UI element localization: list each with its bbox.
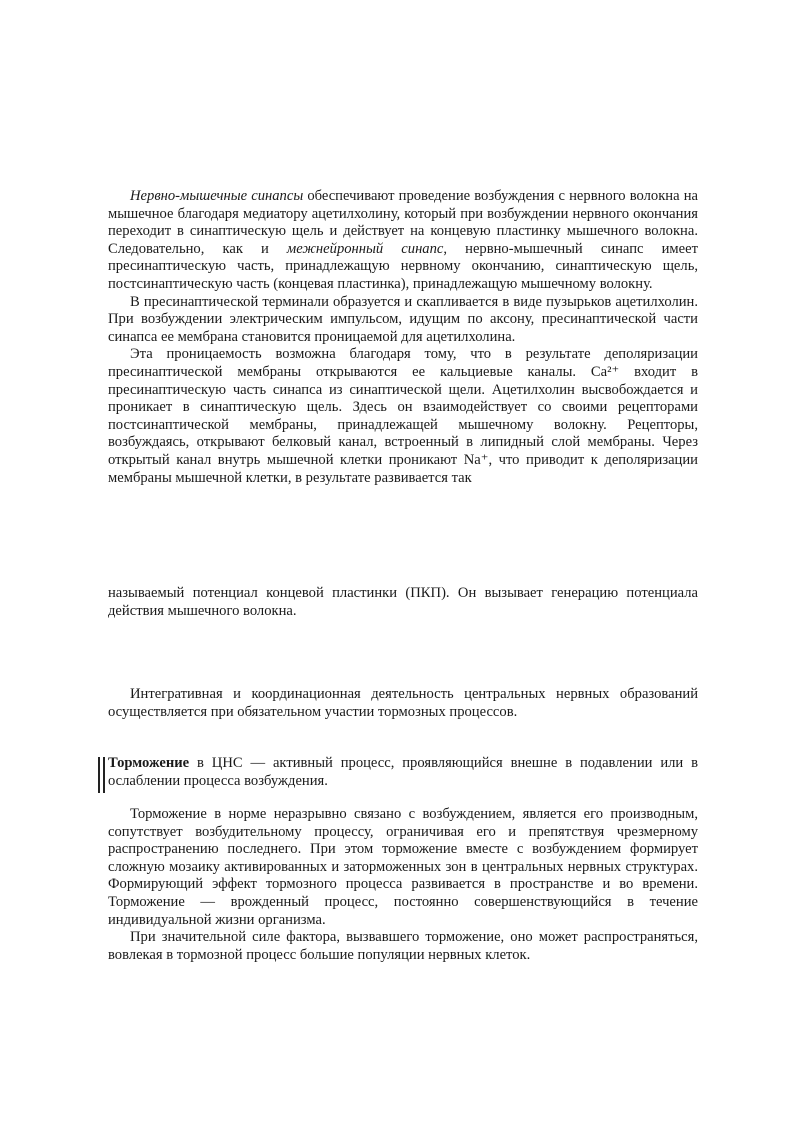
paragraph: В пресинаптической терминали образуется и скапливается в виде пузырьков ацетилхолин. При возбуждении электрическим импульсом, идущим по аксону, пресинаптической части синапса ее мембрана становится проницаемой для ацетилхолина. bbox=[108, 293, 698, 345]
margin-marker bbox=[98, 757, 100, 793]
integrative-intro bbox=[108, 686, 698, 721]
definition bbox=[108, 755, 698, 790]
term-inhibition: Торможение bbox=[108, 755, 190, 771]
margin-marker bbox=[103, 757, 105, 793]
paragraph: Интегративная и координационная деятельность центральных нервных образований осуществляется при обязательном участии тормозных процессов. bbox=[108, 686, 698, 720]
paragraph bbox=[108, 188, 698, 294]
text-span: , нервно-мышечный синапс имеет пресинаптическую часть, принадлежащую нервному окончанию, синаптическую щель, постсинаптическую часть (концевая пластинка), принадлежащую мышечному волокну. bbox=[108, 240, 698, 292]
inhibition-section bbox=[108, 806, 698, 964]
inhibition-definition bbox=[108, 755, 698, 790]
paragraph: При значительной силе фактора, вызвавшего торможение, оно может распространяться, вовлекая в тормозной процесс большие популяции нервных клеток. bbox=[108, 929, 698, 963]
paragraph: называемый потенциал концевой пластинки (ПКП). Он вызывает генерацию потенциала действия мышечного волокна. bbox=[108, 585, 698, 619]
term-interneuron-synapse: межнейронный синапс bbox=[286, 240, 444, 257]
term-neuromuscular-synapses: Нервно-мышечные синапсы bbox=[130, 188, 304, 204]
paragraph: Торможение в норме неразрывно связано с возбуждением, является его производным, сопутствует возбудительному процессу, ограничивая его и препятствуя чрезмерному распространению последнего. При этом торможение вместе с возбуждением формирует сложную мозаику активированных и заторможенных зон в центральных нервных структурах. Формирующий эффект тормозного процесса развивается в пространстве и во времени. Торможение — врожденный процесс, постоянно совершенствующийся в течение индивидуальной жизни организма. bbox=[108, 806, 698, 928]
synapse-continuation bbox=[108, 585, 698, 620]
text-span: в ЦНС — активный процесс, проявляющийся внешне в подавлении или в ослаблении процесса возбуждения. bbox=[108, 755, 698, 789]
text-span: обеспечивают проведение возбуждения с нервного волокна на мышечное благодаря медиатору ацетилхолину, который при возбуждении нервного окончания переходит в синаптическую щель и действует на концевую пластинку мышечного волокна. Следовательно, как и bbox=[108, 188, 698, 257]
synapse-section bbox=[108, 188, 698, 487]
paragraph: Эта проницаемость возможна благодаря тому, что в результате деполяризации пресинаптической мембраны открываются ее кальциевые каналы. Ca²⁺ входит в пресинаптическую часть синапса из синаптической щели. Ацетилхолин высвобождается и проникает в синаптическую щель. Здесь он взаимодействует со своими рецепторами постсинаптической мембраны, принадлежащей мышечному волокну. Рецепторы, возбуждаясь, открывают белковый канал, встроенный в липидный слой мембраны. Через открытый канал внутрь мышечной клетки проникают Na⁺, что приводит к деполяризации мембраны мышечной клетки, в результате развивается так bbox=[108, 346, 698, 486]
